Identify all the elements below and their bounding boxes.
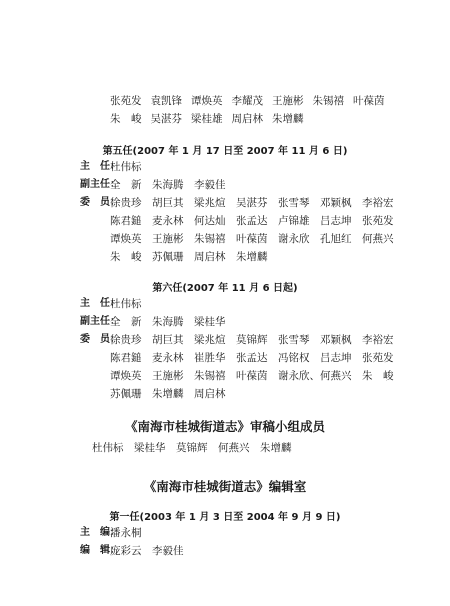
director-name: 杜伟标 bbox=[110, 161, 142, 173]
deputy-names: 全 新 朱海腾 李毅佳 bbox=[110, 179, 226, 191]
person-name: 叶葆茵 bbox=[353, 95, 385, 107]
member-names: 朱 峻 苏佩珊 周启林 朱增麟 bbox=[110, 251, 268, 263]
person-name: 吴湛芬 bbox=[150, 113, 182, 125]
person-name: 朱 峻 bbox=[110, 113, 142, 125]
review-group-title: 《南海市桂城街道志》审稿小组成员 bbox=[124, 419, 325, 434]
member-names: 陈君鎚 麦永林 何达灿 张孟达 卢锦雄 吕志坤 张苑发 bbox=[110, 215, 394, 227]
chief-editor-name: 潘永桐 bbox=[110, 527, 142, 539]
term5-heading: 第五任(2007 年 1 月 17 日至 2007 年 11 月 6 日) bbox=[102, 146, 348, 157]
members-label: 委 员： bbox=[80, 197, 120, 208]
person-name: 谭焕英 bbox=[191, 95, 223, 107]
editor-names: 庞彩云 李毅佳 bbox=[110, 545, 184, 557]
member-names: 谭焕英 王施彬 朱锡禧 叶葆茵 谢永欣 孔旭红 何燕兴 bbox=[110, 233, 394, 245]
deputy-label: 副主任： bbox=[80, 179, 120, 190]
member-names: 徐贵珍 胡巨其 梁兆煊 莫锦辉 张雪琴 邓颖枫 李裕宏 bbox=[110, 334, 394, 346]
person-name: 周启林 bbox=[231, 113, 263, 125]
director-name: 杜伟标 bbox=[110, 298, 142, 310]
members-label: 委 员： bbox=[80, 334, 120, 345]
director-label: 主 任： bbox=[80, 298, 120, 309]
person-name: 朱增麟 bbox=[272, 113, 304, 125]
person-name: 梁桂雄 bbox=[191, 113, 223, 125]
member-names: 徐贵珍 胡巨其 梁兆煊 吴湛芬 张雪琴 邓颖枫 李裕宏 bbox=[110, 197, 394, 209]
deputy-label: 副主任： bbox=[80, 316, 120, 327]
person-name: 张苑发 bbox=[110, 95, 142, 107]
member-names bbox=[110, 112, 313, 126]
editorial-term-heading: 第一任(2003 年 1 月 3 日至 2004 年 9 月 9 日) bbox=[109, 512, 341, 523]
person-name: 李耀茂 bbox=[231, 95, 263, 107]
director-label: 主 任： bbox=[80, 161, 120, 172]
deputy-names: 全 新 朱海腾 梁桂华 bbox=[110, 316, 226, 328]
term6-heading: 第六任(2007 年 11 月 6 日起) bbox=[152, 283, 298, 294]
editorial-title: 《南海市桂城街道志》编辑室 bbox=[143, 479, 307, 494]
member-names: 谭焕英 王施彬 朱锡禧 叶葆茵 谢永欣、何燕兴 朱 峻 bbox=[110, 370, 394, 382]
member-names bbox=[110, 94, 394, 108]
member-names: 陈君鎚 麦永林 崔胜华 张孟达 冯铭权 吕志坤 张苑发 bbox=[110, 352, 394, 364]
person-name: 朱锡禧 bbox=[312, 95, 344, 107]
member-names: 苏佩珊 朱增麟 周启林 bbox=[110, 388, 226, 400]
chief-editor-label: 主 编： bbox=[80, 527, 120, 538]
person-name: 王施彬 bbox=[272, 95, 304, 107]
editors-label: 编 辑： bbox=[80, 545, 120, 556]
person-name: 袁凯锋 bbox=[150, 95, 182, 107]
review-group-members: 杜伟标 梁桂华 莫锦辉 何燕兴 朱增麟 bbox=[92, 442, 292, 454]
